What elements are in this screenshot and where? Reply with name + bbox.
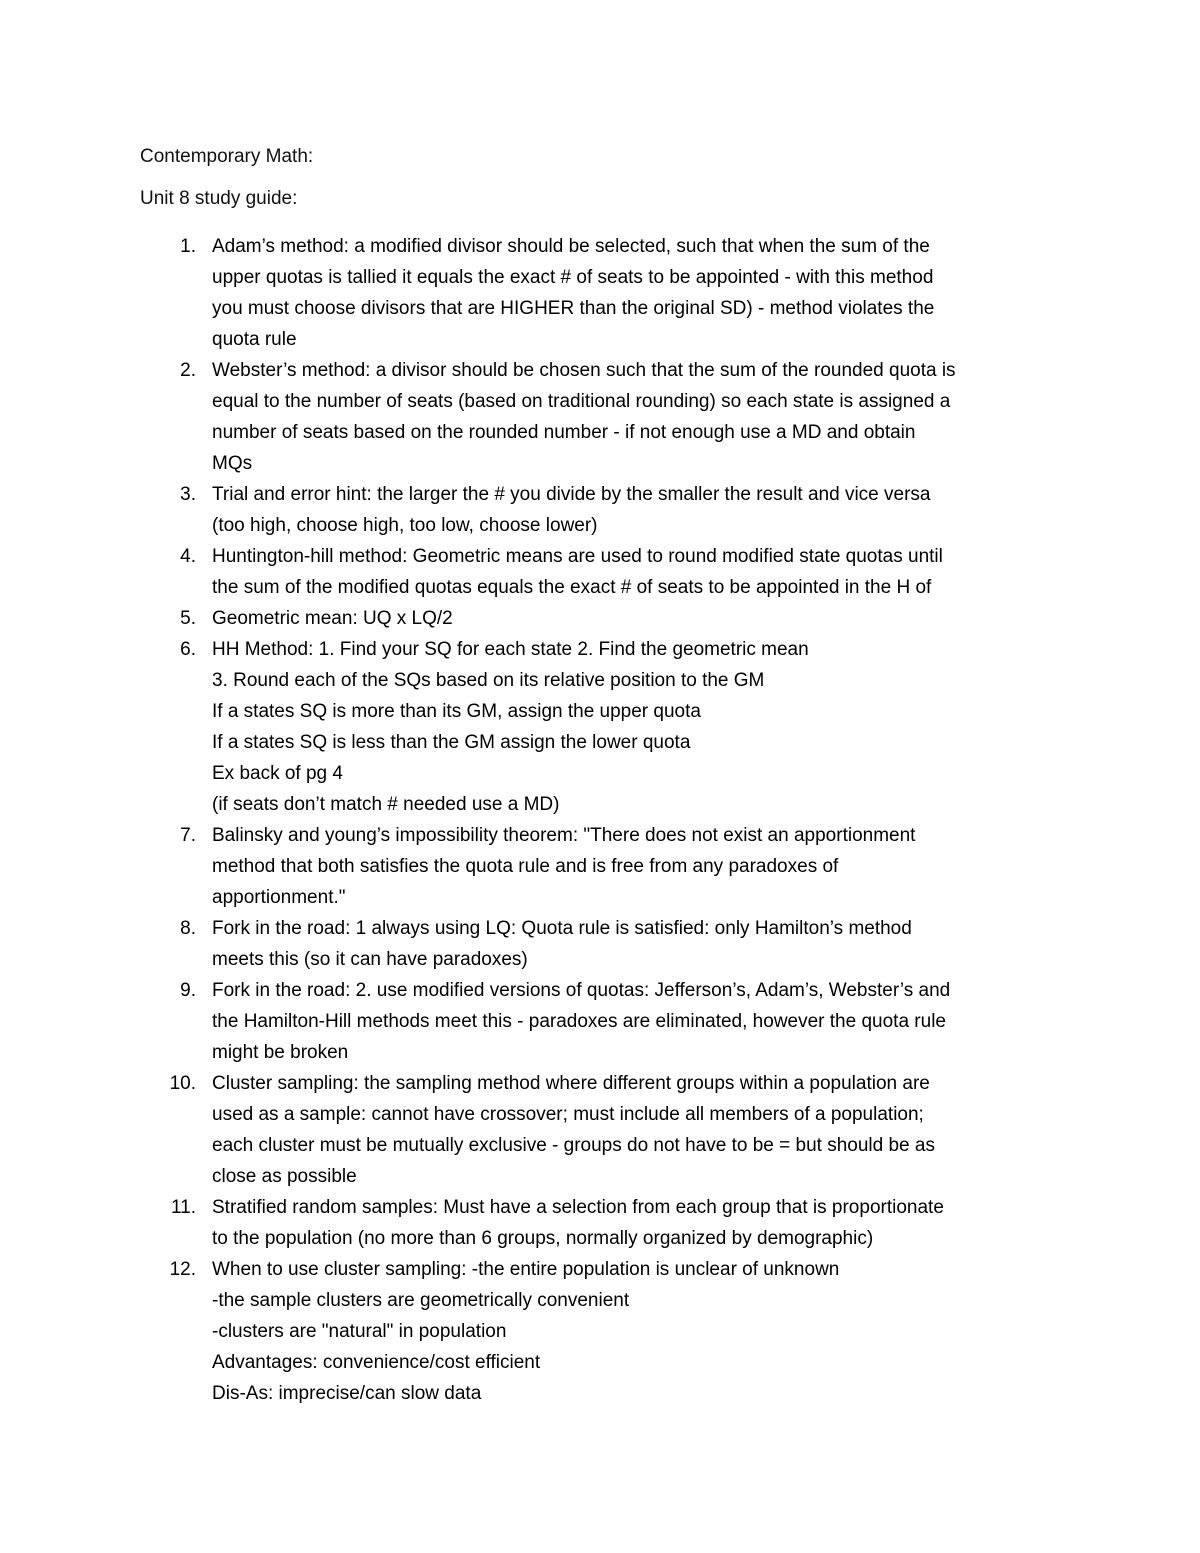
list-item-number: 11.	[170, 1197, 196, 1218]
list-item-number: 7.	[180, 825, 196, 846]
list-item-line: Dis-As: imprecise/can slow data	[212, 1383, 482, 1404]
list-item-line: -the sample clusters are geometrically convenient	[212, 1290, 630, 1311]
list-item	[0, 975, 1200, 1068]
list-item-text	[212, 479, 1072, 541]
document-title: Contemporary Math:	[140, 146, 314, 167]
list-item-line: Stratified random samples: Must have a selection from each group that is proportionate	[212, 1197, 944, 1218]
list-item	[0, 541, 1200, 603]
list-item-line: upper quotas is tallied it equals the exact # of seats to be appointed - with this method	[212, 267, 934, 288]
list-item-line: If a states SQ is more than its GM, assign the upper quota	[212, 701, 701, 722]
list-item-line: When to use cluster sampling: -the entire population is unclear of unknown	[212, 1259, 840, 1280]
list-item-text	[212, 541, 1072, 603]
list-item	[0, 913, 1200, 975]
list-item	[0, 603, 1200, 634]
list-item	[0, 1254, 1200, 1409]
list-item	[0, 634, 1200, 820]
list-item-text	[212, 1068, 1072, 1192]
list-item-number: 10.	[169, 1073, 196, 1094]
list-item-line: meets this (so it can have paradoxes)	[212, 949, 528, 970]
list-item-line: Trial and error hint: the larger the # you divide by the smaller the result and vice versa	[212, 484, 931, 505]
list-item	[0, 355, 1200, 479]
list-item-line: Adam’s method: a modified divisor should be selected, such that when the sum of the	[212, 236, 930, 257]
list-item-line: (too high, choose high, too low, choose lower)	[212, 515, 598, 536]
list-item-line: number of seats based on the rounded number - if not enough use a MD and obtain	[212, 422, 916, 443]
list-item	[0, 1068, 1200, 1192]
list-item-line: the sum of the modified quotas equals the exact # of seats to be appointed in the H of	[212, 577, 932, 598]
list-item-line: Ex back of pg 4	[212, 763, 343, 784]
list-item	[0, 231, 1200, 355]
list-item-line: Balinsky and young’s impossibility theorem: "There does not exist an apportionment	[212, 825, 916, 846]
list-item-line: Webster’s method: a divisor should be chosen such that the sum of the rounded quota is	[212, 360, 956, 381]
list-item-number: 9.	[180, 980, 196, 1001]
list-item-line: MQs	[212, 453, 253, 474]
list-item-line: -clusters are "natural" in population	[212, 1321, 507, 1342]
list-item-number: 3.	[180, 484, 196, 505]
list-item-line: each cluster must be mutually exclusive - groups do not have to be = but should be as	[212, 1135, 935, 1156]
list-item-text	[212, 1254, 1072, 1409]
list-item	[0, 479, 1200, 541]
list-item-number: 4.	[180, 546, 196, 567]
list-item-line: Huntington-hill method: Geometric means are used to round modified state quotas until	[212, 546, 943, 567]
list-item	[0, 1192, 1200, 1254]
list-item-text	[212, 913, 1072, 975]
list-item-text	[212, 231, 1072, 355]
list-item-line: Advantages: convenience/cost efficient	[212, 1352, 541, 1373]
list-item-number: 5.	[180, 608, 196, 629]
list-item-line: the Hamilton-Hill methods meet this - paradoxes are eliminated, however the quota rule	[212, 1011, 946, 1032]
list-item-number: 12.	[169, 1259, 196, 1280]
list-item-line: you must choose divisors that are HIGHER than the original SD) - method violates the	[212, 298, 935, 319]
list-item-line: Fork in the road: 2. use modified versions of quotas: Jefferson’s, Adam’s, Webster’s and	[212, 980, 951, 1001]
list-item-line: used as a sample: cannot have crossover; must include all members of a population;	[212, 1104, 924, 1125]
list-item-line: apportionment."	[212, 887, 346, 908]
list-item-line: might be broken	[212, 1042, 349, 1063]
list-item-number: 2.	[180, 360, 196, 381]
list-item-line: Geometric mean: UQ x LQ/2	[212, 608, 453, 629]
list-item-line: If a states SQ is less than the GM assign the lower quota	[212, 732, 691, 753]
list-item-number: 1.	[180, 236, 196, 257]
study-guide-list	[0, 231, 1200, 1409]
list-item-line: to the population (no more than 6 groups, normally organized by demographic)	[212, 1228, 874, 1249]
list-item-line: method that both satisfies the quota rule and is free from any paradoxes of	[212, 856, 839, 877]
list-item-text	[212, 820, 1072, 913]
list-item-number: 8.	[180, 918, 196, 939]
list-item	[0, 820, 1200, 913]
list-item-line: Cluster sampling: the sampling method where different groups within a population are	[212, 1073, 930, 1094]
list-item-text	[212, 975, 1072, 1068]
list-item-line: HH Method: 1. Find your SQ for each state 2. Find the geometric mean	[212, 639, 809, 660]
list-item-line: Fork in the road: 1 always using LQ: Quota rule is satisfied: only Hamilton’s method	[212, 918, 912, 939]
list-item-line: quota rule	[212, 329, 297, 350]
document-subtitle: Unit 8 study guide:	[140, 188, 298, 209]
list-item-text	[212, 603, 1072, 634]
list-item-text	[212, 634, 1072, 820]
list-item-line: 3. Round each of the SQs based on its relative position to the GM	[212, 670, 765, 691]
list-item-line: close as possible	[212, 1166, 357, 1187]
list-item-text	[212, 355, 1072, 479]
list-item-line: (if seats don’t match # needed use a MD)	[212, 794, 560, 815]
list-item-text	[212, 1192, 1072, 1254]
list-item-number: 6.	[180, 639, 196, 660]
list-item-line: equal to the number of seats (based on traditional rounding) so each state is assigned a	[212, 391, 951, 412]
